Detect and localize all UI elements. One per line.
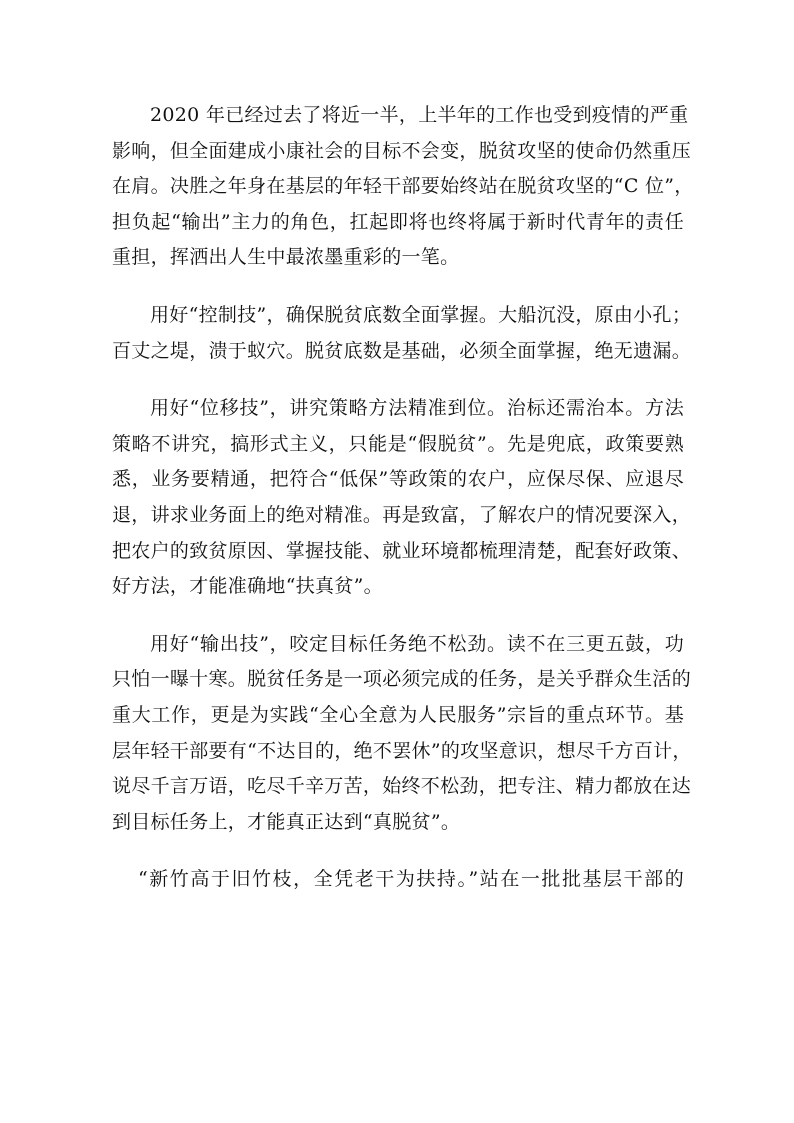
text-line: 影响，但全面建成小康社会的目标不会变，脱贫攻坚的使命仍然重压 bbox=[112, 139, 692, 162]
paragraph-closing bbox=[112, 862, 684, 898]
text-line: 用好“控制技”，确保脱贫底数全面掌握。大船沉没，原由小孔； bbox=[150, 303, 692, 326]
text-line: 担负起“输出”主力的角色，扛起即将也终将属于新时代青年的责任 bbox=[112, 210, 684, 233]
document-body bbox=[112, 98, 694, 898]
paragraph-control-skill bbox=[112, 298, 692, 369]
text-line: 到目标任务上，才能真正达到“真脱贫”。 bbox=[112, 810, 461, 833]
text-line: 2020 年已经过去了将近一半，上半年的工作也受到疫情的严重 bbox=[150, 104, 689, 126]
text-line: 重大工作，更是为实践“全心全意为人民服务”宗旨的重点环节。基 bbox=[112, 703, 684, 726]
text-line: 用好“位移技”，讲究策略方法精准到位。治标还需治本。方法 bbox=[150, 397, 684, 420]
text-line: 策略不讲究，搞形式主义，只能是“假脱贫”。先是兜底，政策要熟 bbox=[112, 432, 684, 455]
paragraph-intro bbox=[112, 98, 694, 276]
text-line: 在肩。决胜之年身在基层的年轻干部要始终站在脱贫攻坚的“C 位”， bbox=[112, 175, 694, 198]
text-line: 百丈之堤，溃于蚁穴。脱贫底数是基础，必须全面掌握，绝无遗漏。 bbox=[112, 339, 692, 362]
text-line: 把农户的致贫原因、掌握技能、就业环境都梳理清楚，配套好政策、 bbox=[112, 539, 692, 562]
paragraph-displacement-skill bbox=[112, 391, 692, 605]
text-line: “新竹高于旧竹枝，全凭老干为扶持。”站在一批批基层干部的 bbox=[138, 868, 684, 891]
text-line: 退，讲求业务面上的绝对精准。再是致富，了解农户的情况要深入， bbox=[112, 503, 692, 526]
text-line: 重担，挥洒出人生中最浓墨重彩的一笔。 bbox=[112, 246, 460, 269]
text-line: 悉，业务要精通，把符合“低保”等政策的农户，应保尽保、应退尽 bbox=[112, 468, 684, 491]
text-line: 用好“输出技”，咬定目标任务绝不松劲。读不在三更五鼓，功 bbox=[150, 632, 684, 655]
paragraph-output-skill bbox=[112, 627, 692, 841]
text-line: 只怕一曝十寒。脱贫任务是一项必须完成的任务，是关乎群众生活的 bbox=[112, 668, 692, 691]
text-line: 说尽千言万语，吃尽千辛万苦，始终不松劲，把专注、精力都放在达 bbox=[112, 775, 692, 798]
text-line: 好方法，才能准确地“扶真贫”。 bbox=[112, 575, 383, 598]
text-line: 层年轻干部要有“不达目的，绝不罢休”的攻坚意识，想尽千方百计， bbox=[112, 739, 692, 762]
